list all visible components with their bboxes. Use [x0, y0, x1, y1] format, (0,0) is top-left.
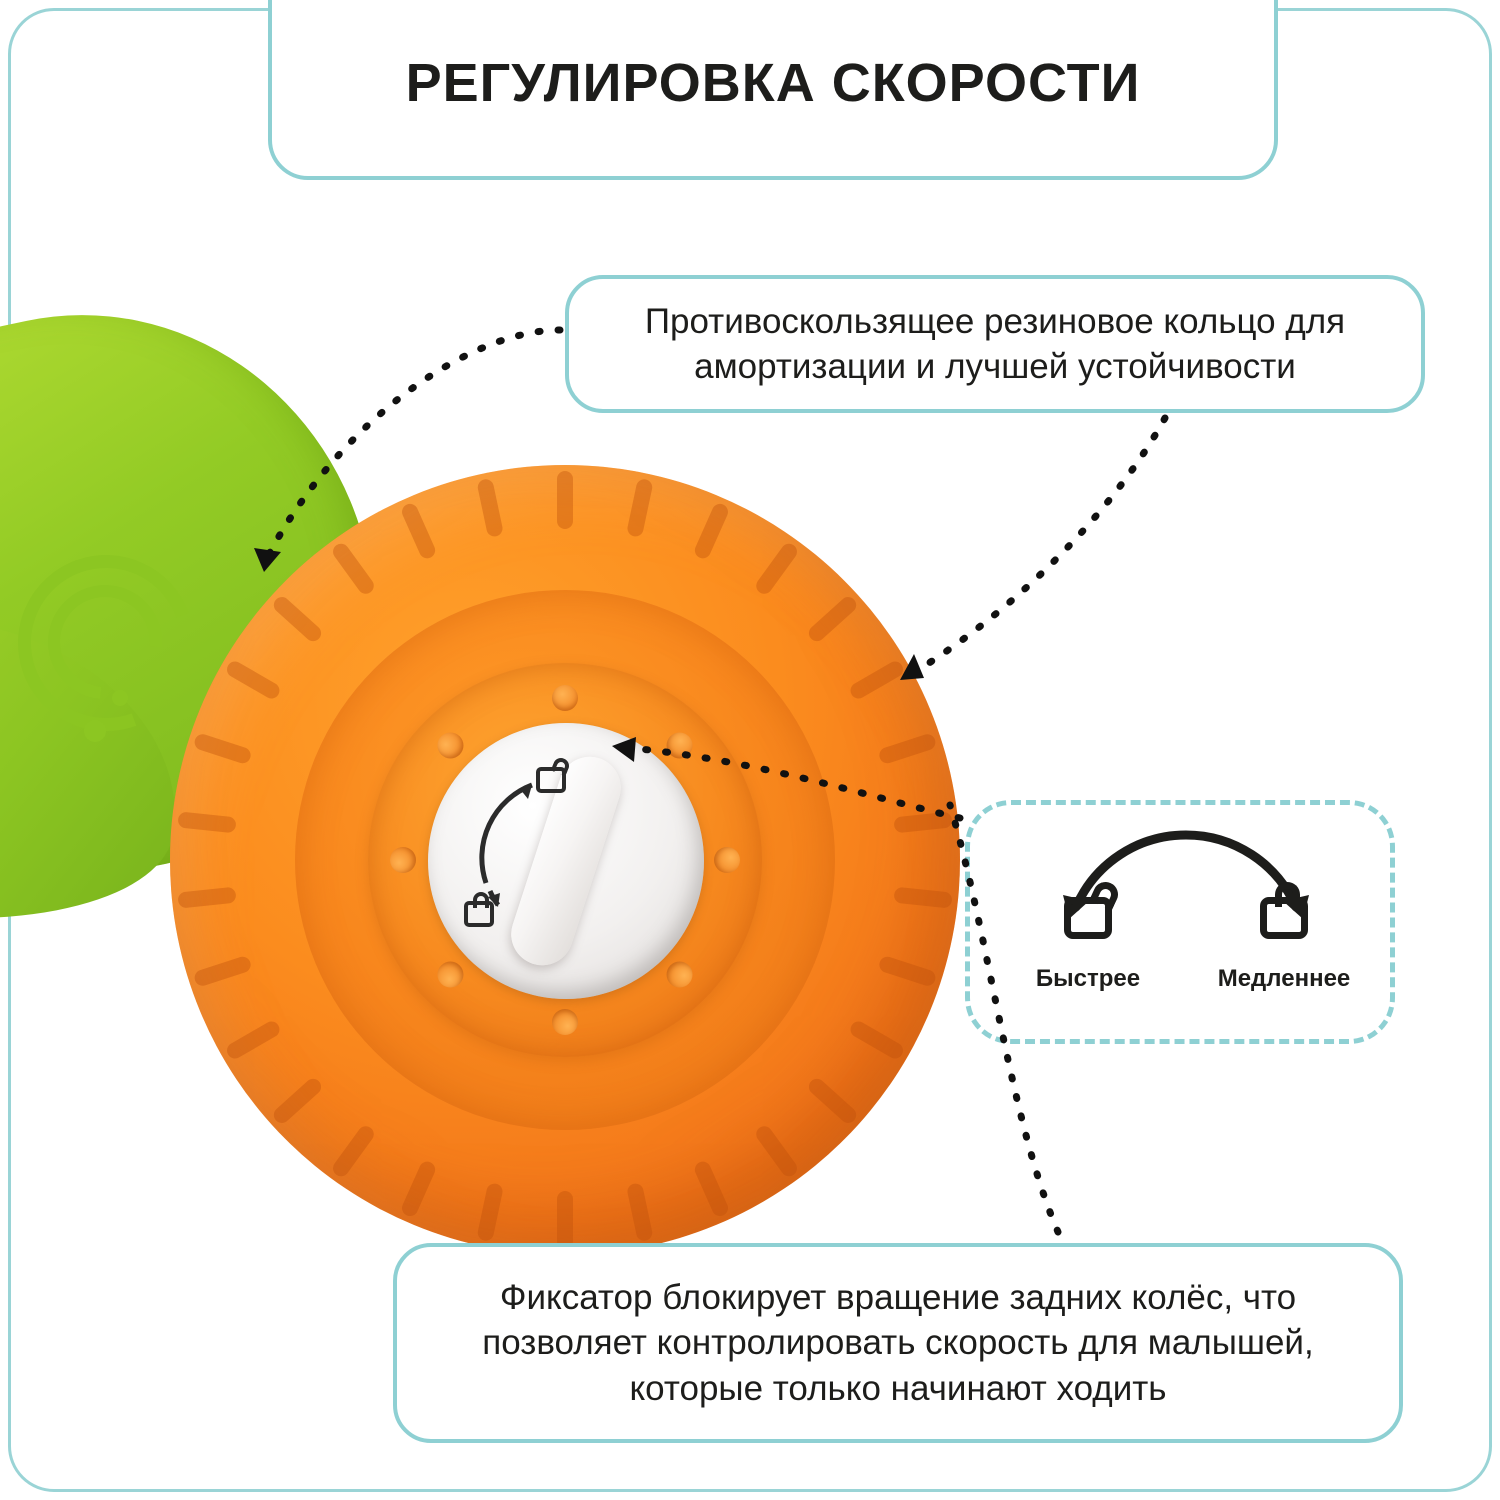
hub-bolt	[552, 1009, 578, 1035]
speed-label-faster: Быстрее	[1035, 965, 1141, 992]
page-title: РЕГУЛИРОВКА СКОРОСТИ	[405, 53, 1141, 113]
hub-bolt	[552, 685, 578, 711]
orange-wheel	[170, 465, 960, 1255]
lock-icon	[1260, 897, 1308, 939]
speed-lock-knob[interactable]	[428, 723, 704, 999]
unlock-icon	[1064, 897, 1112, 939]
lock-icon	[464, 901, 494, 927]
speed-panel-inner	[996, 815, 1364, 1029]
callout-antislip-ring	[565, 275, 1425, 413]
callout-speed-panel	[965, 800, 1395, 1044]
callout-speed-lock	[393, 1243, 1403, 1443]
product-photo	[0, 290, 1000, 1300]
speed-label-slower: Медленнее	[1217, 965, 1351, 992]
callout-antislip-ring-text: Противоскользящее резиновое кольцо для амортизации и лучшей устойчивости	[644, 301, 1346, 386]
callout-speed-lock-text: Фиксатор блокирует вращение задних колёс, что позволяет контролировать скорость для малышей, которые только начинают ходить	[482, 1277, 1314, 1408]
speed-arc-arrows	[991, 821, 1391, 941]
hub-bolt	[390, 847, 416, 873]
dot-decor-small-icon	[112, 690, 128, 706]
hub-bolt	[714, 847, 740, 873]
unlock-icon	[536, 767, 566, 793]
dot-decor-icon	[84, 720, 106, 742]
